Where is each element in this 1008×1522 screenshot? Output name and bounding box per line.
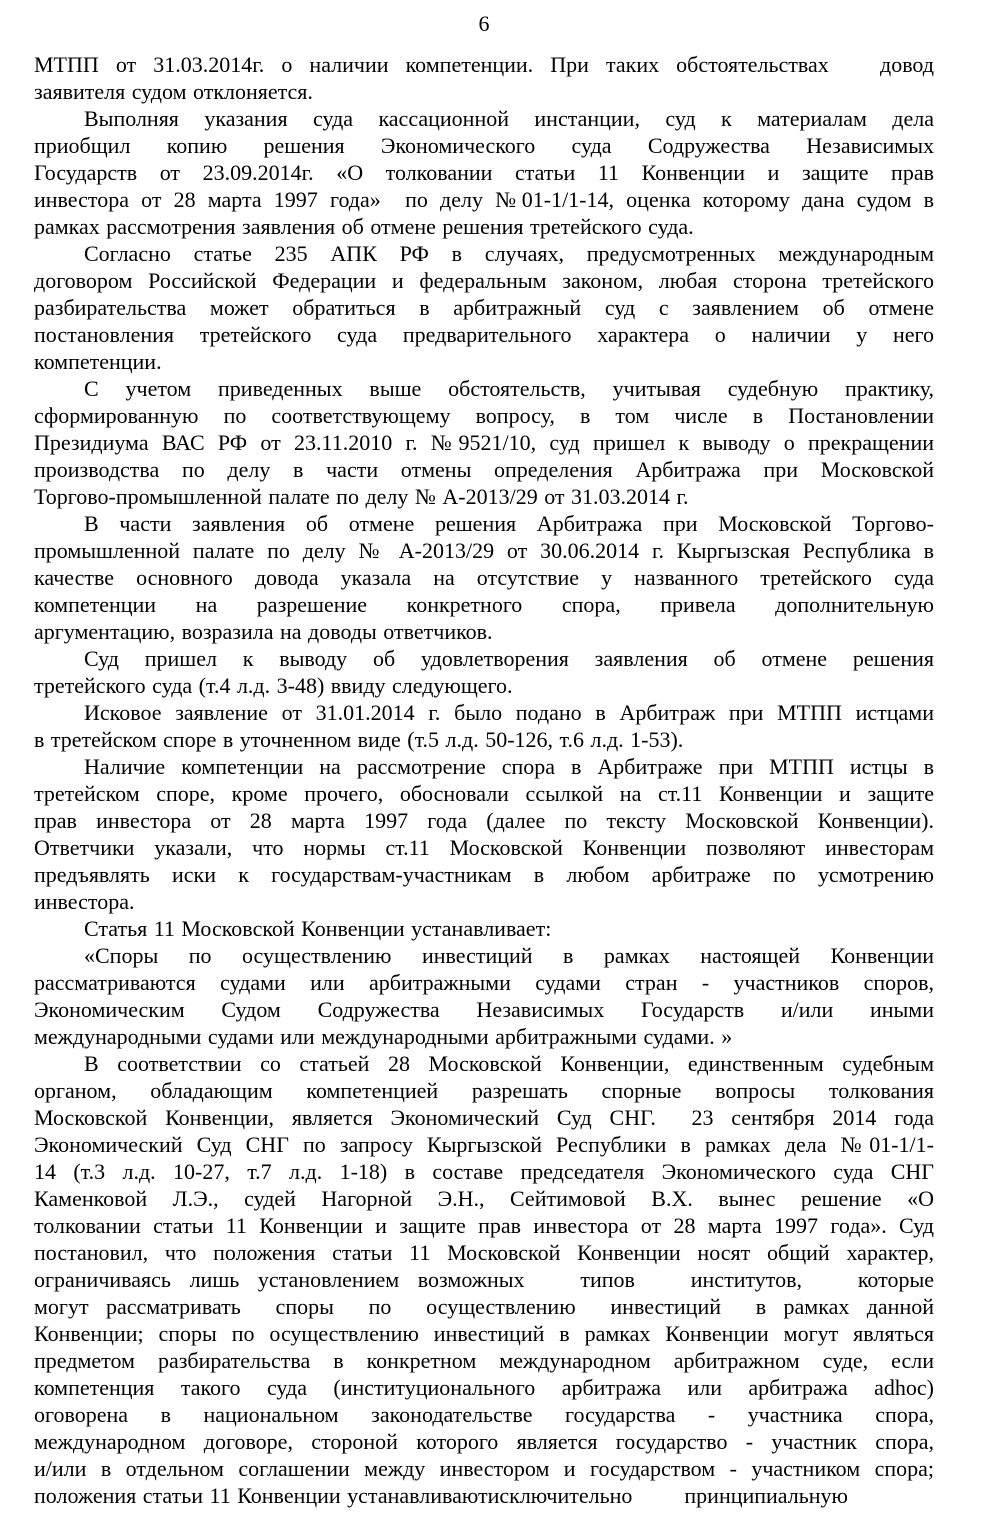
text-line: заявителя судом отклоняется. — [34, 79, 313, 104]
text-line: Государств от 23.09.2014г. «О толковании статьи 11 Конвенции и защите прав — [34, 160, 934, 185]
text-line: международными судами или международными арбитражными судами. » — [34, 1024, 733, 1049]
text-line: С учетом приведенных выше обстоятельств, учитывая судебную практику, — [84, 376, 934, 401]
text-line: Торгово-промышленной палате по делу № А-2013/29 от 31.03.2014 г. — [34, 484, 689, 509]
text-line: Наличие компетенции на рассмотрение спора в Арбитраже при МТПП истцы в — [84, 754, 934, 779]
text-line: постановления третейского суда предварительного характера о наличии у него — [34, 322, 934, 347]
text-line: прав инвестора от 28 марта 1997 года (далее по тексту Московской Конвенции). — [34, 808, 934, 833]
text-line: постановил, что положения статьи 11 Московской Конвенции носят общий характер, — [34, 1240, 934, 1265]
text-line: Исковое заявление от 31.01.2014 г. было подано в Арбитраж при МТПП истцами — [84, 700, 934, 725]
text-line: промышленной палате по делу № А-2013/29 от 30.06.2014 г. Кыргызская Республика в — [34, 538, 934, 563]
text-line: Президиума ВАС РФ от 23.11.2010 г. №9521/10, суд пришел к выводу о прекращении — [34, 430, 934, 455]
text-line: Московской Конвенции, является Экономический Суд СНГ. 23 сентября 2014 года — [34, 1105, 934, 1130]
text-line: компетенция такого суда (институционального арбитража или арбитража adhoc) — [34, 1375, 934, 1400]
text-line: договором Российской Федерации и федеральным законом, любая сторона третейского — [34, 268, 934, 293]
text-line: сформированную по соответствующему вопросу, в том числе в Постановлении — [34, 403, 934, 428]
text-line: аргументацию, возразила на доводы ответчиков. — [34, 619, 493, 644]
text-line: рамках рассмотрения заявления об отмене решения третейского суда. — [34, 214, 694, 239]
text-line: качестве основного довода указала на отсутствие у названного третейского суда — [34, 565, 934, 590]
text-line: производства по делу в части отмены определения Арбитража при Московской — [34, 457, 934, 482]
text-line: предметом разбирательства в конкретном международном арбитражном суде, если — [34, 1348, 934, 1373]
text-line: «Споры по осуществлению инвестиций в рамках настоящей Конвенции — [84, 943, 934, 968]
document-body — [34, 51, 934, 1509]
text-line: Экономический Суд СНГ по запросу Кыргызской Республики в рамках дела №01-1/1- — [34, 1132, 934, 1157]
text-line: Суд пришел к выводу об удовлетворения заявления об отмене решения — [84, 646, 934, 671]
text-line: рассматриваются судами или арбитражными судами стран - участников споров, — [34, 970, 934, 995]
text-line: толковании статьи 11 Конвенции и защите прав инвестора от 28 марта 1997 года». Суд — [34, 1213, 934, 1238]
text-line: в третейском споре в уточненном виде (т.5 л.д. 50-126, т.6 л.д. 1-53). — [34, 727, 684, 752]
text-line: В части заявления об отмене решения Арбитража при Московской Торгово- — [84, 511, 934, 536]
text-line: ограничиваясь лишь установлением возможных типов институтов, которые — [34, 1267, 934, 1292]
text-line: международном договоре, стороной которого является государство - участник спора, — [34, 1429, 934, 1454]
page-number: 6 — [478, 11, 490, 36]
text-line: Конвенции; споры по осуществлению инвестиций в рамках Конвенции могут являться — [34, 1321, 934, 1346]
text-line: Каменковой Л.Э., судей Нагорной Э.Н., Сейтимовой В.Х. вынес решение «О — [34, 1186, 934, 1211]
text-line: могут рассматривать споры по осуществлению инвестиций в рамках данной — [34, 1294, 934, 1319]
text-line: компетенции на разрешение конкретного спора, привела дополнительную — [34, 592, 934, 617]
text-line: приобщил копию решения Экономического суда Содружества Независимых — [34, 133, 934, 158]
text-line: В соответствии со статьей 28 Московской Конвенции, единственным судебным — [84, 1051, 934, 1076]
text-line: инвестора. — [34, 889, 135, 914]
text-line: Статья 11 Московской Конвенции устанавливает: — [84, 916, 552, 941]
text-line: Экономическим Судом Содружества Независимых Государств и/или иными — [34, 997, 934, 1022]
text-line: третейского суда (т.4 л.д. 3-48) ввиду следующего. — [34, 673, 513, 698]
text-line: предъявлять иски к государствам-участникам в любом арбитраже по усмотрению — [34, 862, 934, 887]
text-line: МТПП от 31.03.2014г. о наличии компетенции. При таких обстоятельствах довод — [34, 52, 934, 77]
text-line: третейском споре, кроме прочего, обосновали ссылкой на ст.11 Конвенции и защите — [34, 781, 934, 806]
text-line: Ответчики указали, что нормы ст.11 Московской Конвенции позволяют инвесторам — [34, 835, 934, 860]
text-line: Выполняя указания суда кассационной инстанции, суд к материалам дела — [84, 106, 934, 131]
text-line: и/или в отдельном соглашении между инвестором и государством - участником спора; — [34, 1456, 934, 1481]
text-line: инвестора от 28 марта 1997 года» по делу №01-1/1-14, оценка которому дана судом в — [34, 187, 934, 212]
text-line: положения статьи 11 Конвенции устанавливаютисключительно принципиальную — [34, 1483, 848, 1508]
text-line: разбирательства может обратиться в арбитражный суд с заявлением об отмене — [34, 295, 934, 320]
text-line: компетенции. — [34, 349, 162, 374]
text-line: органом, обладающим компетенцией разрешать спорные вопросы толкования — [34, 1078, 934, 1103]
text-line: 14 (т.3 л.д. 10-27, т.7 л.д. 1-18) в составе председателя Экономического суда СНГ — [34, 1159, 934, 1184]
text-line: Согласно статье 235 АПК РФ в случаях, предусмотренных международным — [84, 241, 934, 266]
text-line: оговорена в национальном законодательстве государства - участника спора, — [34, 1402, 934, 1427]
